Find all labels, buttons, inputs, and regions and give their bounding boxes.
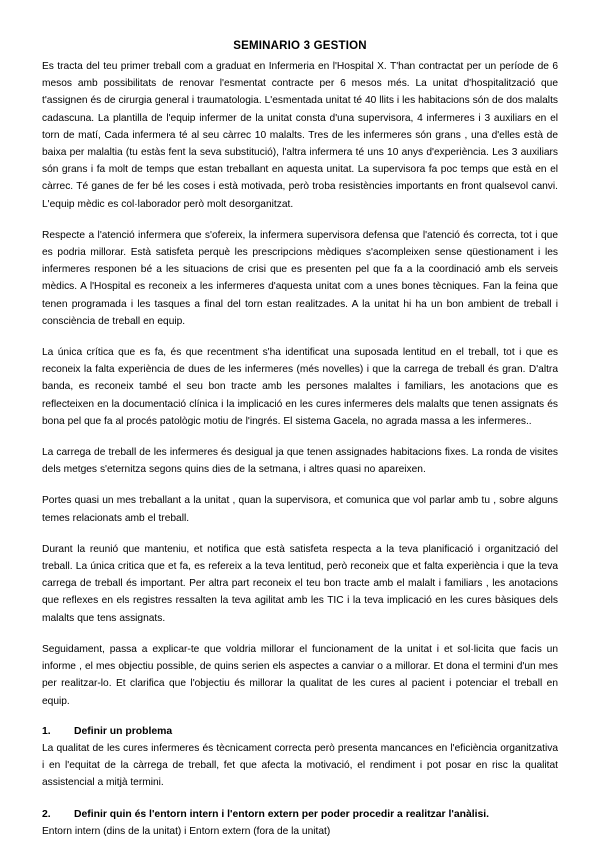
paragraph-7: Seguidament, passa a explicar-te que voldria millorar el funcionament de la unitat i et sol·licita que facis un informe , el mes objectiu possible, de quins serien els aspectes a canviar o a millorar. Et dona el termini d'un mes per realitzar-lo. Et clarifica que l'objectiu és millorar la qualitat de les cures al pacient i potenciar el treball en equip.: [42, 643, 558, 707]
section-heading-1: [42, 723, 558, 740]
paragraph-2: Respecte a l'atenció infermera que s'ofereix, la infermera supervisora defensa que l'atenció és correcta, tot i que es podria millorar. Està satisfeta perquè les prescripcions mèdiques s'acompleixen sense qüestionament i les infermeres responen bé a les situacions de crisi que es presenten pel que fa a la coordinació amb els serveis mèdics. A l'Hospital es reconeix a les infermeres d'aquesta unitat com a unes bones tècniques. Fan la feina que tenen programada i les tasques a final del torn estan realitzades. A la unitat hi ha un bon ambient de treball i consciència de treball en equip.: [42, 229, 558, 327]
paragraph-4: La carrega de treball de les infermeres és desigual ja que tenen assignades habitacions fixes. La ronda de visites dels metges s'eternitza segons quins dies de la setmana, i altres quasi no apareixen.: [42, 447, 558, 476]
section-heading-2: [42, 806, 558, 823]
section-body-1: La qualitat de les cures infermeres és tècnicament correcta però presenta mancances en l'eficiència organitzativa i en l'equitat de la càrrega de treball, fet que afecta la motivació, el rendiment i pot posar en risc la qualitat assistencial a mitjà termini.: [42, 742, 558, 789]
section-title-2: Definir quin és l'entorn intern i l'entorn extern per poder procedir a realitzar l'anàlisi.: [74, 808, 490, 820]
section-body-2: Entorn intern (dins de la unitat) i Entorn extern (fora de la unitat): [42, 825, 331, 837]
paragraph-1: Es tracta del teu primer treball com a graduat en Infermeria en l'Hospital X. T'han contractat per un període de 6 mesos amb possibilitats de renovar l'esmentat contracte per 6 mesos més. La unitat d'hospitalització que t'assignen és de cirurgia general i traumatologia. L'esmentada unitat té 40 llits i les habitacions són de dos malalts cadascuna. La plantilla de l'equip infermer de la unitat consta d'una supervisora, 4 infermeres i 3 auxiliars en el torn de matí, Cada infermera té al seu càrrec 10 malalts. Tres de les infermeres són grans , una d'elles està de baixa per malaltia (tu estàs fent la seva substitució), l'altra infermera té uns 10 anys d'experiència. Les 3 auxiliars són grans i fa molt de temps que estan treballant en aquesta unitat. La supervisora fa poc temps que està en el càrrec. Té ganes de fer bé les coses i està motivada, però troba resistències importants en front qualsevol canvi. L'equip mèdic es col·laborador però molt desorganitzat.: [42, 61, 558, 210]
section-title-1: Definir un problema: [74, 725, 173, 737]
paragraph-5: Portes quasi un mes treballant a la unitat , quan la supervisora, et comunica que vol parlar amb tu , sobre alguns temes relacionats amb el treball.: [42, 495, 558, 524]
document-title: SEMINARIO 3 GESTION: [233, 40, 367, 52]
section-number-1: 1.: [42, 725, 51, 737]
section-number-2: 2.: [42, 808, 51, 820]
paragraph-6: Durant la reunió que manteniu, et notifica que està satisfeta respecta a la teva planificació i organització del treball. La única critica que et fa, es refereix a la teva lentitud, però reconeix que et falta experiència i que la teva carrega de treball és important. Per altra part reconeix el teu bon tracte amb el malalt i familiars , les anotacions que reflexes en els registres ressalten la teva agilitat amb les TIC i la teva implicació en les cures bàsiques dels malalts que tens assignats.: [42, 543, 558, 624]
paragraph-3: La única crítica que es fa, és que recentment s'ha identificat una suposada lentitud en el treball, tot i que es reconeix la falta experiència de dues de les infermeres (més novelles) i que la carrega de treball és gran. D'altra banda, es reconeix també el seu bon tracte amb les persones malaltes i familiars, les anotacions que es reflecteixen en la documentació clínica i la implicació en les cures infermeres dels malalts que tenen assignats és bona pel que fa al procés patològic motiu de l'ingrés. El sistema Gacela, no agrada massa a les infermeres..: [42, 347, 558, 427]
